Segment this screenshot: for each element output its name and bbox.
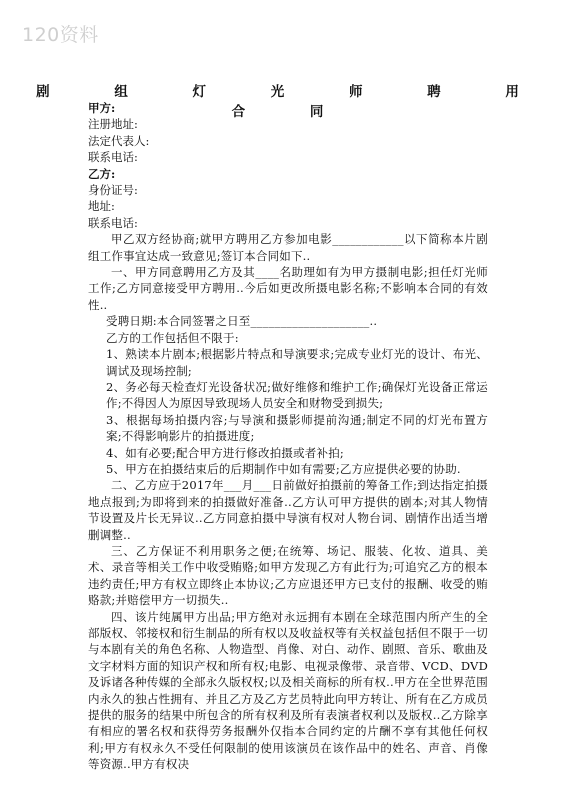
- document-title: 剧 组 灯 光 师 聘 用 合 同: [36, 84, 549, 120]
- duty-item-5: 5、甲方在拍摄结束后的后期制作中如有需要;乙方应提供必要的协助.: [106, 461, 461, 476]
- contract-body: [88, 100, 488, 773]
- duty-item-4: 4、如有必要;配合甲方进行修改拍摄或者补拍;: [106, 445, 344, 460]
- party-b-id: 身份证号:: [88, 183, 138, 198]
- duty-item-2: 2、务必每天检查灯光设备状况;做好维修和维护工作;确保灯光设备正常运作;不得因人为原因导致现场人员安全和财物受到损失;: [106, 379, 488, 411]
- duty-item-1: 1、熟读本片剧本;根据影片特点和导演要求;完成专业灯光的设计、布光、调试及现场控制;: [106, 347, 488, 378]
- party-b-address: 地址:: [88, 199, 115, 214]
- paragraph-duties-heading: 乙方的工作包括但不限于:: [106, 330, 239, 345]
- party-a-address: 注册地址:: [88, 117, 138, 132]
- watermark-text: 120资料: [22, 24, 99, 46]
- party-a-representative: 法定代表人:: [88, 133, 150, 148]
- paragraph-clause-4: 四、该片纯属甲方出品;甲方绝对永远拥有本剧在全球范围内所产生的全部版权、邻接权和衍生制品的所有权以及收益权等有关权益包括但不限于一切与本剧有关的角色名称、人物造型、肖像、对白、动作、剧照、音乐、歌曲及文字材料方面的知识产权和所有权;电影、电视录像带、录音带、VCD、DVD及诉诸各种传媒的全部永久版权权;以及相关商标的所有权..甲方在全世界范围内永久的独占性拥有、并且乙方及乙方艺员特此向甲方转让、所有在乙方成员提供的服务的结果中所包含的所有权利及所有表演者权利以及版权..乙方除享有相应的署名权和获得劳务报酬外仅指本合同约定的片酬不享有其他任何权利;甲方有权永久不受任何限制的使用该演员在该作品中的姓名、声音、肖像等资源..甲方有权决: [88, 609, 488, 772]
- duty-item-3: 3、根据每场拍摄内容;与导演和摄影师提前沟通;制定不同的灯光布置方案;不得影响影片的拍摄进度;: [106, 412, 488, 444]
- paragraph-clause-3: 三、乙方保证不利用职务之便;在统筹、场记、服装、化妆、道具、美术、录音等相关工作中收受贿赂;如甲方发现乙方有此行为;可追究乙方的根本违约责任;甲方有权立即终止本协议;乙方应退还甲方已支付的报酬、收受的贿赂款;并赔偿甲方一切损失..: [88, 543, 488, 608]
- paragraph-intro: 甲乙双方经协商;就甲方聘用乙方参加电影____________以下简称本片剧组工作事宜达成一致意见;签订本合同如下..: [88, 232, 488, 263]
- party-b-phone: 联系电话:: [88, 215, 138, 230]
- paragraph-clause-1: 一、甲方同意聘用乙方及其____名助理如有为甲方摄制电影;担任灯光师工作;乙方同意接受甲方聘用..今后如更改所摄电影名称;不影响本合同的有效性..: [88, 265, 488, 312]
- party-b-label: 乙方:: [88, 166, 116, 181]
- party-a-label: 甲方:: [88, 101, 116, 115]
- party-a-phone: 联系电话:: [88, 150, 138, 165]
- paragraph-employment-period: 受聘日期:本合同签署之日至____________________..: [106, 314, 378, 329]
- paragraph-clause-2: 二、乙方应于2017年___月___日前做好拍摄前的筹备工作;到达指定拍摄地点报到;为即将到来的拍摄做好准备..乙方认可甲方提供的剧本;对其人物情节设置及片长无异议..乙方同意拍摄中导演有权对人物台词、剧情作出适当增删调整..: [88, 478, 488, 542]
